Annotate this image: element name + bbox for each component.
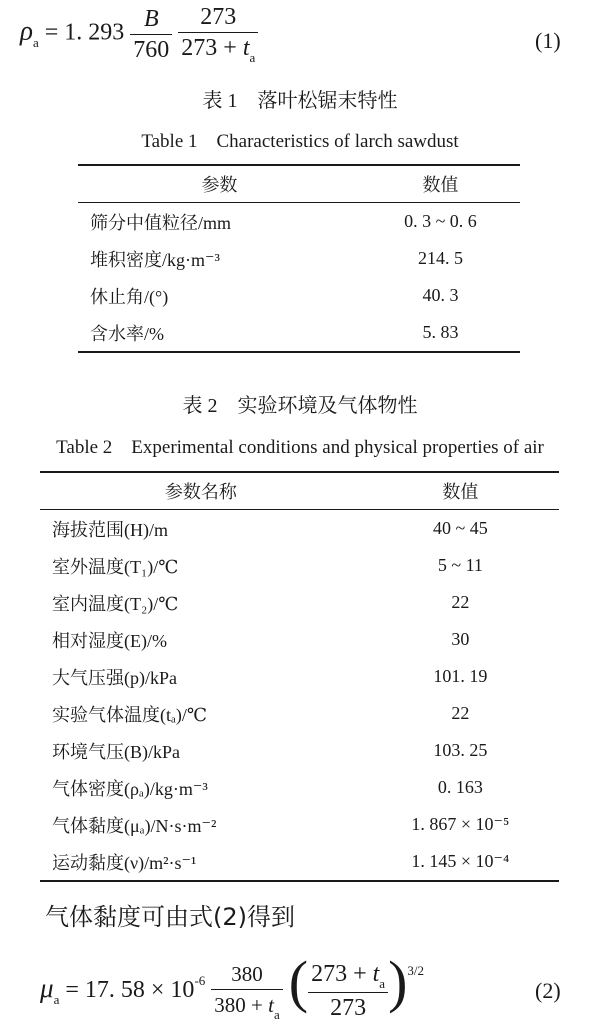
table-2-title-cn: 表 2 实验环境及气体物性 bbox=[182, 395, 418, 417]
value-cell: 0. 3 ~ 0. 6 bbox=[404, 211, 477, 231]
close-parenthesis: ) bbox=[388, 949, 408, 1014]
denominator-variable: t bbox=[242, 35, 250, 61]
value-cell: 5. 83 bbox=[422, 322, 459, 342]
open-parenthesis: ( bbox=[288, 949, 309, 1014]
table-1 bbox=[78, 164, 520, 353]
equals-sign: = bbox=[65, 977, 79, 1003]
coefficient: 1. 293 bbox=[64, 19, 125, 46]
value-cell: 22 bbox=[451, 592, 470, 612]
coefficient-exponent: -6 bbox=[194, 973, 206, 988]
table-row bbox=[40, 510, 559, 548]
fraction-denominator: 273 bbox=[330, 995, 367, 1022]
param-cell: 大气压强(p)/kPa bbox=[52, 667, 177, 688]
table-1-header-row bbox=[78, 165, 520, 203]
table-row bbox=[78, 240, 520, 277]
coefficient: 17. 58 × 10 bbox=[84, 977, 195, 1003]
param-cell: 室外温度(T₁)/℃ bbox=[52, 556, 179, 577]
table-row bbox=[40, 658, 559, 695]
numerator-constant: 273 + bbox=[311, 961, 367, 988]
table-row bbox=[40, 584, 559, 621]
table-1-title-en: Table 1 Characteristics of larch sawdust bbox=[141, 131, 459, 152]
equation-2 bbox=[40, 944, 424, 1023]
table-row bbox=[40, 806, 559, 843]
numerator-variable: t bbox=[372, 961, 380, 988]
fraction-denominator bbox=[211, 990, 282, 1023]
value-cell: 103. 25 bbox=[433, 740, 488, 760]
param-cell: 海拔范围(H)/m bbox=[52, 519, 168, 540]
table-row bbox=[40, 695, 559, 732]
param-cell: 休止角/(°) bbox=[90, 286, 169, 307]
param-cell: 相对湿度(E)/% bbox=[52, 630, 167, 651]
equals-sign: = bbox=[44, 19, 59, 46]
table-row bbox=[78, 277, 520, 314]
fraction-380 bbox=[211, 959, 282, 1023]
value-cell: 22 bbox=[451, 703, 470, 723]
value-cell: 5 ~ 11 bbox=[437, 555, 483, 575]
param-cell: 环境气压(B)/kPa bbox=[52, 741, 180, 762]
table-row bbox=[40, 769, 559, 806]
table-1-title-cn: 表 1 落叶松锯末特性 bbox=[202, 90, 398, 112]
fraction-b-over-760 bbox=[130, 4, 172, 65]
value-cell: 30 bbox=[451, 629, 470, 649]
table-2 bbox=[40, 471, 559, 882]
value-cell: 0. 163 bbox=[437, 777, 483, 797]
fraction-temperature-ratio bbox=[308, 959, 388, 1023]
value-cell: 101. 19 bbox=[433, 666, 488, 686]
fraction-denominator: 760 bbox=[133, 36, 170, 63]
fraction-numerator: B bbox=[130, 4, 172, 35]
value-cell: 1. 145 × 10⁻⁴ bbox=[411, 851, 510, 871]
equation-2-number: (2) bbox=[535, 978, 561, 1003]
table-2-header-row bbox=[40, 472, 559, 510]
mu-symbol: μ bbox=[40, 973, 54, 1003]
table-2-title-en: Table 2 Experimental conditions and physical properties of air bbox=[56, 437, 544, 458]
mu-subscript: a bbox=[53, 992, 60, 1007]
table-1-col-value: 数值 bbox=[422, 175, 459, 195]
fraction-numerator: 273 bbox=[178, 2, 258, 33]
denominator-constant: 273 + bbox=[181, 35, 237, 61]
table-row bbox=[40, 843, 559, 881]
table-row bbox=[40, 621, 559, 658]
param-cell: 气体黏度(μₐ)/N·s·m⁻² bbox=[52, 815, 217, 836]
fraction-numerator: 380 bbox=[211, 959, 282, 990]
value-cell: 1. 867 × 10⁻⁵ bbox=[411, 814, 510, 834]
param-cell: 含水率/% bbox=[90, 323, 164, 344]
rho-subscript: a bbox=[32, 34, 39, 50]
table-row bbox=[40, 547, 559, 584]
power-exponent: 3/2 bbox=[407, 963, 425, 978]
param-cell: 运动黏度(ν)/m²·s⁻¹ bbox=[52, 852, 197, 873]
param-cell: 室内温度(T₂)/℃ bbox=[52, 593, 179, 614]
table-row bbox=[40, 732, 559, 769]
equation-1 bbox=[20, 2, 258, 66]
table-2-col-param: 参数名称 bbox=[164, 482, 237, 502]
table-1-col-param: 参数 bbox=[201, 175, 238, 195]
fraction-numerator bbox=[308, 959, 388, 993]
param-cell: 实验气体温度(tₐ)/℃ bbox=[52, 704, 208, 725]
value-cell: 40. 3 bbox=[422, 285, 459, 305]
table-row bbox=[78, 203, 520, 241]
param-cell: 堆积密度/kg·m⁻³ bbox=[90, 249, 220, 270]
rho-symbol: ρ bbox=[20, 15, 33, 46]
denominator-variable: t bbox=[268, 993, 274, 1018]
table-2-col-value: 数值 bbox=[442, 482, 479, 502]
body-paragraph: 气体黏度可由式(2)得到 bbox=[45, 903, 295, 931]
fraction-denominator bbox=[178, 33, 258, 66]
param-cell: 筛分中值粒径/mm bbox=[90, 212, 232, 233]
denominator-constant: 380 + bbox=[214, 993, 263, 1018]
table-row bbox=[78, 314, 520, 352]
equation-1-number: (1) bbox=[535, 28, 561, 53]
value-cell: 214. 5 bbox=[417, 248, 463, 268]
fraction-temperature bbox=[178, 2, 258, 66]
denominator-subscript: a bbox=[273, 1007, 280, 1023]
denominator-subscript: a bbox=[249, 50, 256, 65]
param-cell: 气体密度(ρₐ)/kg·m⁻³ bbox=[52, 778, 208, 799]
value-cell: 40 ~ 45 bbox=[433, 518, 488, 538]
numerator-subscript: a bbox=[379, 976, 386, 992]
